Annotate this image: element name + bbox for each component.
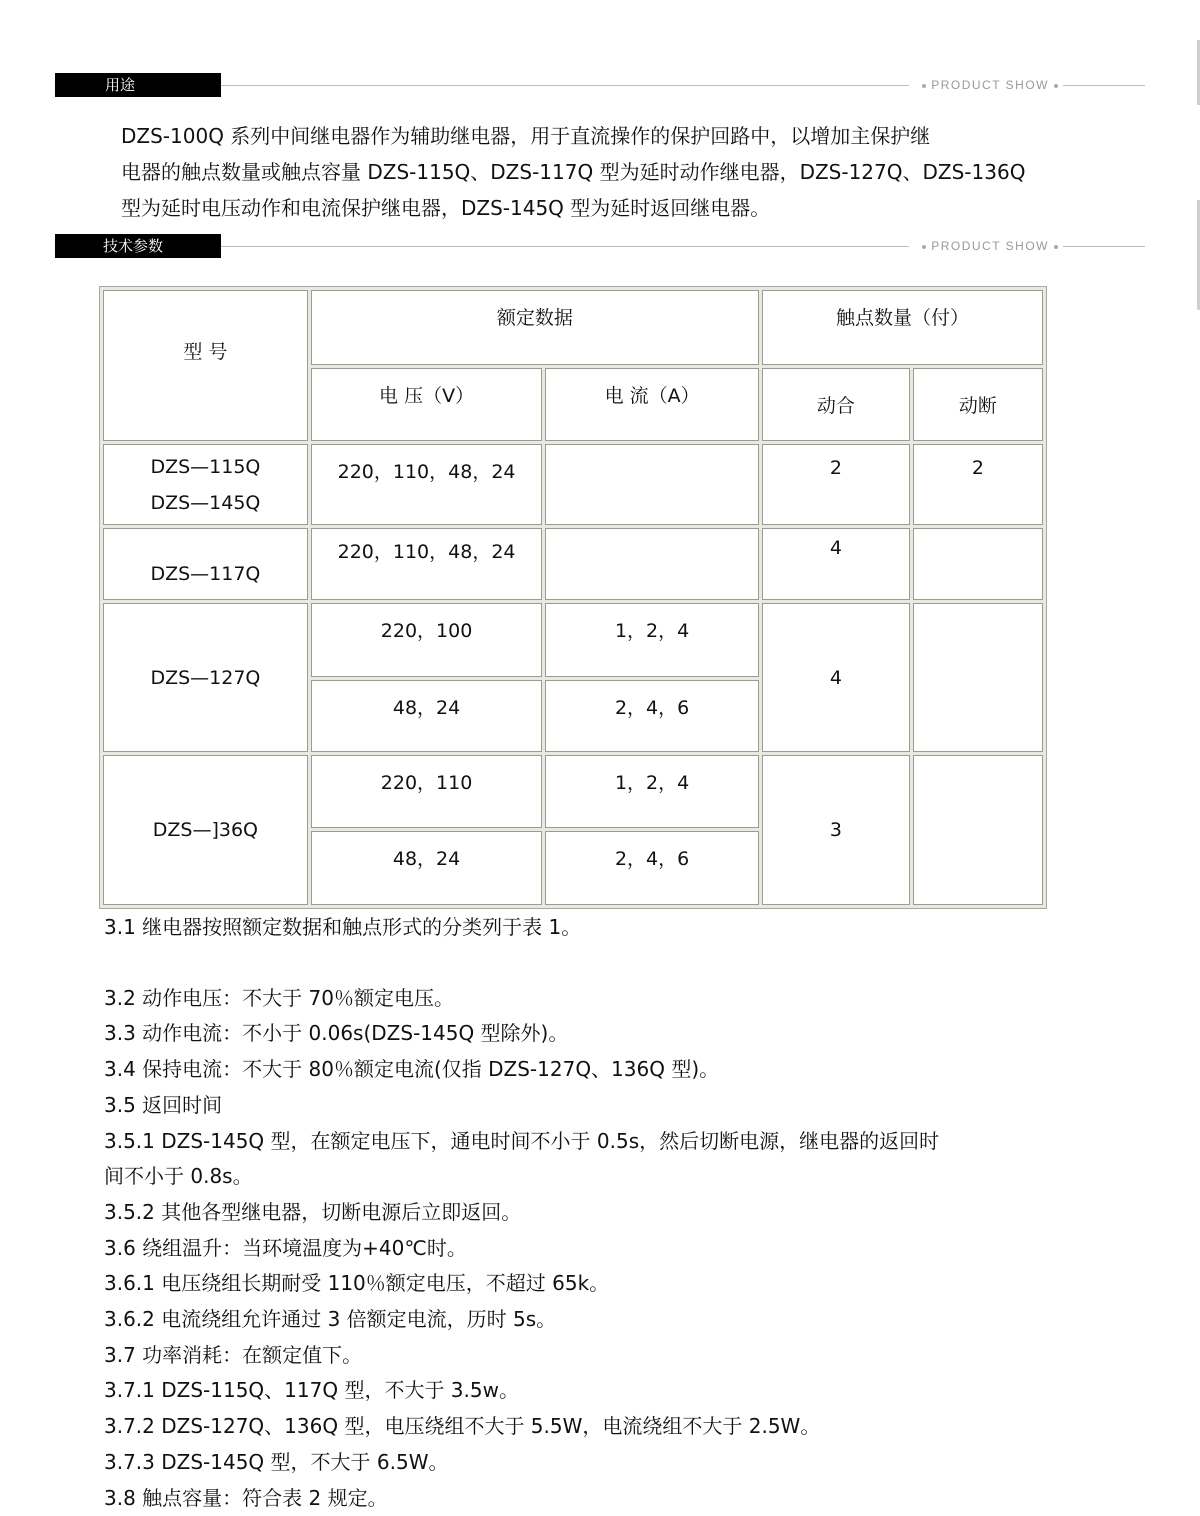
product-show-text: PRODUCT SHOW <box>931 78 1049 92</box>
model-name: DZS—145Q <box>150 491 261 514</box>
product-show-text: PRODUCT SHOW <box>931 239 1049 253</box>
table-row <box>103 603 1043 677</box>
header-make-contact: 动合 <box>762 368 910 442</box>
note-line: 3.7.1 DZS-115Q、117Q 型，不大于 3.5w。 <box>104 1378 519 1403</box>
dot-icon <box>1054 245 1058 249</box>
cell-make: 4 <box>762 603 910 752</box>
spec-notes <box>104 910 1084 1516</box>
cell-voltage: 220，110 <box>311 755 542 828</box>
header-model: 型 号 <box>103 290 308 441</box>
note-line: 3.5.2 其他各型继电器，切断电源后立即返回。 <box>104 1199 522 1224</box>
section-header-params <box>55 234 1145 258</box>
section-label-usage: 用途 <box>55 73 221 97</box>
header-rated-data: 额定数据 <box>311 290 759 365</box>
cell-break <box>913 603 1043 752</box>
cell-break <box>913 755 1043 905</box>
section-header-usage <box>55 73 1145 97</box>
cell-break <box>913 528 1043 600</box>
cell-current <box>545 528 759 600</box>
cell-model: DZS—117Q <box>103 528 308 600</box>
cell-model: DZS—127Q <box>103 603 308 752</box>
header-voltage: 电 压（V） <box>311 368 542 442</box>
note-line: 3.1 继电器按照额定数据和触点形式的分类列于表 1。 <box>104 915 582 939</box>
dot-icon <box>922 245 926 249</box>
cell-make: 3 <box>762 755 910 905</box>
intro-line: DZS-100Q 系列中间继电器作为辅助继电器，用于直流操作的保护回路中，以增加主保护继 <box>121 124 931 148</box>
header-contacts: 触点数量（付） <box>762 290 1043 365</box>
cell-model: DZS—]36Q <box>103 755 308 905</box>
cell-current: 1，2，4 <box>545 603 759 677</box>
cell-voltage: 48，24 <box>311 831 542 905</box>
spec-table <box>99 286 1047 909</box>
cell-voltage: 220，110，48，24 <box>311 444 542 525</box>
divider-tail <box>1063 85 1145 86</box>
note-line: 3.3 动作电流：不小于 0.06s(DZS-145Q 型除外)。 <box>104 1021 569 1046</box>
cell-model <box>103 444 308 525</box>
cell-make: 4 <box>762 528 910 600</box>
note-line: 3.4 保持电流：不大于 80％额定电流(仅指 DZS-127Q、136Q 型)。 <box>104 1057 720 1082</box>
table-row <box>103 755 1043 828</box>
intro-line: 电器的触点数量或触点容量 DZS-115Q、DZS-117Q 型为延时动作继电器，DZS-127Q、DZS-136Q <box>121 160 1026 184</box>
cell-voltage: 48，24 <box>311 680 542 753</box>
table-row <box>103 444 1043 525</box>
product-show-tag <box>909 239 1145 253</box>
note-line: 3.5.1 DZS-145Q 型，在额定电压下，通电时间不小于 0.5s，然后切断电源，继电器的返回时 <box>104 1128 940 1153</box>
note-line: 3.6 绕组温升：当环境温度为+40℃时。 <box>104 1235 467 1260</box>
section-label-params: 技术参数 <box>55 234 221 258</box>
spacer <box>104 946 1084 981</box>
dot-icon <box>922 84 926 88</box>
note-line: 3.7.2 DZS-127Q、136Q 型，电压绕组不大于 5.5W，电流绕组不大于 2.5W。 <box>104 1414 821 1439</box>
note-line: 3.7.3 DZS-145Q 型，不大于 6.5W。 <box>104 1449 449 1474</box>
header-current: 电 流（A） <box>545 368 759 442</box>
product-show-tag <box>909 78 1145 92</box>
cell-current <box>545 444 759 525</box>
note-line: 间不小于 0.8s。 <box>104 1164 253 1189</box>
dot-icon <box>1054 84 1058 88</box>
cell-current: 2，4，6 <box>545 680 759 753</box>
note-line: 3.6.1 电压绕组长期耐受 110％额定电压，不超过 65k。 <box>104 1271 610 1296</box>
table-row <box>103 528 1043 600</box>
cell-voltage: 220，110，48，24 <box>311 528 542 600</box>
note-line: 3.6.2 电流绕组允许通过 3 倍额定电流，历时 5s。 <box>104 1307 557 1332</box>
intro-line: 型为延时电压动作和电流保护继电器，DZS-145Q 型为延时返回继电器。 <box>121 196 771 220</box>
cell-current: 1，2，4 <box>545 755 759 828</box>
cell-break: 2 <box>913 444 1043 525</box>
header-break-contact: 动断 <box>913 368 1043 442</box>
divider-tail <box>1063 246 1145 247</box>
note-line: 3.5 返回时间 <box>104 1092 223 1117</box>
note-line: 3.8 触点容量：符合表 2 规定。 <box>104 1485 388 1510</box>
note-line: 3.2 动作电压：不大于 70％额定电压。 <box>104 985 454 1010</box>
cell-voltage: 220，100 <box>311 603 542 677</box>
table-header-row <box>103 290 1043 365</box>
cell-make: 2 <box>762 444 910 525</box>
cell-current: 2，4，6 <box>545 831 759 905</box>
note-line: 3.7 功率消耗：在额定值下。 <box>104 1342 363 1367</box>
model-name: DZS—115Q <box>150 455 261 478</box>
intro-paragraph <box>121 118 1061 226</box>
